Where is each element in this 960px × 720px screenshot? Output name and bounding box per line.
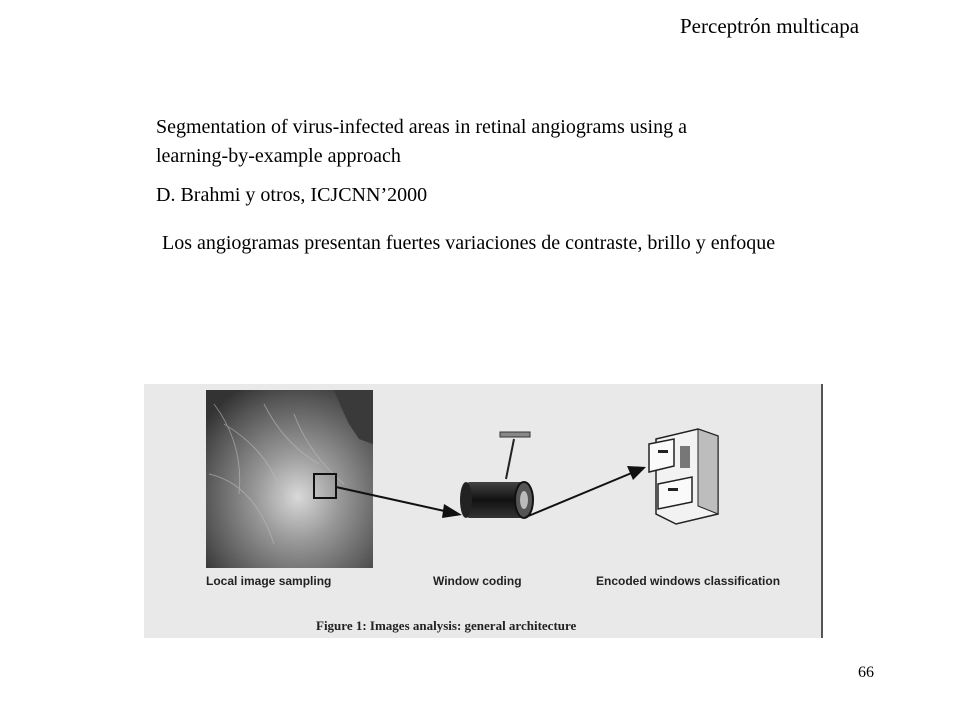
paper-title [156, 113, 836, 171]
architecture-figure [144, 384, 823, 638]
retina-image [206, 390, 373, 568]
figure-caption: Figure 1: Images analysis: general architecture [316, 618, 577, 633]
paper-authors: D. Brahmi y otros, ICJCNN’2000 [156, 184, 428, 206]
figure-label-window-coding: Window coding [433, 574, 522, 588]
figure-label-local-sampling: Local image sampling [206, 574, 332, 588]
page-number: 66 [858, 664, 874, 681]
figure-label-classification: Encoded windows classification [596, 574, 781, 588]
slide-title: Perceptrón multicapa [680, 14, 860, 38]
filing-cabinet-icon [649, 429, 718, 524]
arrow-to-classifier [526, 466, 646, 517]
architecture-diagram [144, 384, 823, 638]
paper-title-line-1: Segmentation of virus-infected areas in retinal angiograms using a [156, 116, 687, 138]
paper-title-line-2: learning-by-example approach [156, 145, 401, 167]
window-coding-roller-icon [460, 432, 533, 518]
slide-note: Los angiogramas presentan fuertes variaciones de contraste, brillo y enfoque [162, 232, 776, 254]
